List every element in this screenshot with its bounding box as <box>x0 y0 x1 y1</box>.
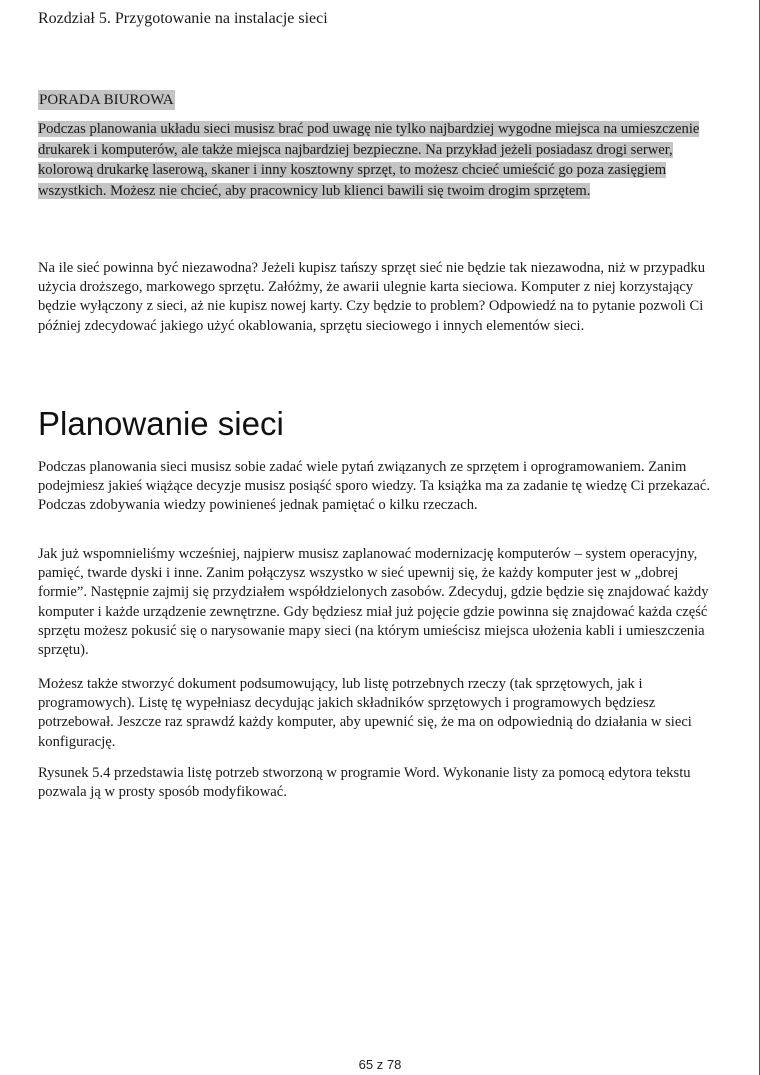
intro-paragraph: Na ile sieć powinna być niezawodna? Jeżeli kupisz tańszy sprzęt sieć nie będzie tak niezawodna, niż w przypadku użycia droższego, markowego sprzętu. Załóżmy, że awarii ulegnie karta sieciowa. Komputer z niej korzystający będzie wyłączony z sieci, aż nie kupisz nowej karty. Czy będzie to problem? Odpowiedź na to pytanie pozwoli Ci później zdecydować jakiego użyć okablowania, sprzętu sieciowego i innych elementów sieci. <box>38 260 705 334</box>
section-paragraph: Możesz także stworzyć dokument podsumowujący, lub listę potrzebnych rzeczy (tak sprzętowych, jak i programowych). Listę tę wypełniasz decydując jakich składników sprzętowych i programowych będziesz potrzebował. Jeszcze raz sprawdź każdy komputer, aby upewnić się, że ma on odpowiednią do działania w sieci konfigurację. <box>38 676 692 750</box>
section-paragraph: Jak już wspomnieliśmy wcześniej, najpierw musisz zaplanować modernizację komputerów – system operacyjny, pamięć, twarde dyski i inne. Zanim połączysz wszystko w sieć upewnij się, że każdy komputer jest w „dobrej formie”. Następnie zajmij się przydziałem współdzielonych zasobów. Zdecyduj, gdzie będzie się znajdować każdy komputer i każde urządzenie zewnętrzne. Gdy będziesz miał już pojęcie gdzie powinna się znajdować każda część sprzętu możesz pokusić się o narysowanie mapy sieci (na którym umieścisz miejsca ułożenia kabli i umieszczenia sprzętu). <box>38 546 709 659</box>
page-number: 65 z 78 <box>358 1057 402 1072</box>
section-title: Planowanie sieci <box>38 405 284 442</box>
section-paragraph: Rysunek 5.4 przedstawia listę potrzeb stworzoną w programie Word. Wykonanie listy za pomocą edytora tekstu pozwala ją w prosty sposób modyfikować. <box>38 765 691 801</box>
running-header: Rozdział 5. Przygotowanie na instalacje sieci <box>38 10 328 27</box>
section-paragraph: Podczas planowania sieci musisz sobie zadać wiele pytań związanych ze sprzętem i oprogramowaniem. Zanim podejmiesz jakieś wiążące decyzje musisz posiąść sporo wiedzy. Ta książka ma za zadanie tę wiedzę Ci przekazać. Podczas zdobywania wiedzy powinieneś jednak pamiętać o kilku rzeczach. <box>38 459 711 514</box>
office-tip-box <box>38 90 720 201</box>
tip-text <box>38 119 720 201</box>
tip-title: PORADA BIUROWA <box>39 92 174 108</box>
tip-text-highlight: Podczas planowania układu sieci musisz brać pod uwagę nie tylko najbardziej wygodne miejsca na umieszczenie drukarek i komputerów, ale także miejsca najbardziej bezpieczne. Na przykład jeżeli posiadasz drogi serwer, kolorową drukarkę laserową, skaner i inny kosztowny sprzęt, to możesz chcieć umieścić go poza zasięgiem wszystkich. Możesz nie chcieć, aby pracownicy lub klienci bawili się twoim drogim sprzętem. <box>38 121 700 199</box>
